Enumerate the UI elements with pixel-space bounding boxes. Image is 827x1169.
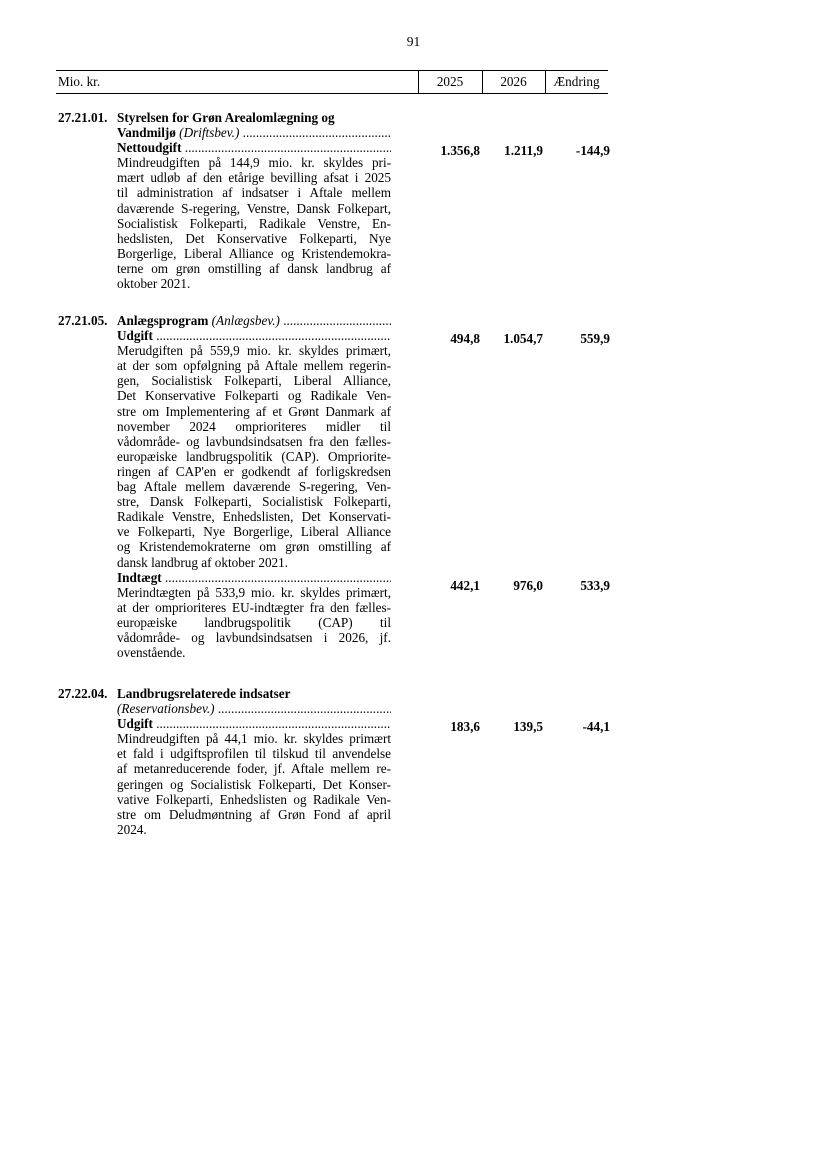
text-line: Det Konservative Folkeparti og Radikale Ven- — [117, 388, 391, 404]
appropriation-type: (Anlægsbev.) — [211, 313, 280, 328]
amount-change: -144,9 — [575, 143, 610, 158]
text-line: Merindtægten på 533,9 mio. kr. skyldes primært, — [117, 584, 391, 600]
item-label-text: Indtægt — [117, 569, 162, 585]
text-line: ovenstående. — [117, 645, 186, 661]
page-number: 91 — [406, 34, 421, 49]
table-header — [56, 70, 608, 94]
section-title — [117, 313, 391, 328]
text-line: 2024. — [117, 821, 147, 837]
text-line: daværende S-regering, Venstre, Dansk Folkepart, — [117, 200, 391, 216]
text-line: at der som opfølgning på Aftale mellem regerin- — [117, 358, 391, 374]
section-title: Styrelsen for Grøn Arealomlægning og — [117, 110, 335, 125]
amount-2025: 1.356,8 — [440, 143, 480, 158]
item-label — [117, 716, 391, 731]
text-line: Merudgiften på 559,9 mio. kr. skyldes primært, — [117, 343, 391, 359]
account-code: 27.21.01. — [58, 110, 108, 125]
item-label-text: Nettoudgift — [117, 140, 182, 156]
text-line: og Kristendemokraterne om grøn omstilling af — [117, 539, 391, 555]
column-2026-header: 2026 — [500, 74, 527, 89]
item-label — [117, 570, 391, 585]
explanation-text — [117, 731, 391, 837]
text-line: ve Folkeparti, Nye Borgerlige, Liberal Alliance — [117, 524, 391, 540]
amount-2026: 1.054,7 — [503, 331, 543, 346]
text-line: Socialistisk Folkeparti, Radikale Venstre, En- — [117, 215, 391, 231]
amount-2025: 442,1 — [450, 578, 480, 593]
text-line: Mindreudgiften på 144,9 mio. kr. skyldes pri- — [117, 155, 391, 171]
text-line: at der omprioriteres EU-indtægter fra den fælles- — [117, 599, 391, 615]
amount-change: 559,9 — [580, 331, 610, 346]
text-line: et fald i udgiftsprofilen til tilskud til anvendelse — [117, 746, 391, 762]
text-line: stre om Deludmøntning af Grøn Fond af april — [117, 806, 391, 822]
section-title-bold: Vandmiljø — [117, 125, 176, 141]
amount-change: -44,1 — [582, 719, 610, 734]
text-line: af metanreducerende foder, jf. Aftale mellem re- — [117, 761, 391, 777]
appropriation-type: (Reservationsbev.) — [117, 701, 215, 717]
amount-change: 533,9 — [580, 578, 610, 593]
text-line: stre, Dansk Folkeparti, Socialistisk Folkeparti, — [117, 494, 391, 510]
text-line: ringen af CAP'en er godkendt af forligskredsen — [117, 463, 391, 479]
text-line: dansk landbrug af oktober 2021. — [117, 554, 289, 570]
section-body — [117, 110, 391, 291]
section-title-cont — [117, 125, 391, 140]
text-line: Borgerlige, Liberal Alliance og Kristendemokra- — [117, 245, 391, 261]
text-line: hedslisten, Det Konservative Folkeparti, Nye — [117, 230, 391, 246]
item-label — [117, 140, 391, 155]
section-body — [117, 686, 391, 837]
item-label-text: Udgift — [117, 716, 153, 732]
amount-2026: 139,5 — [513, 719, 543, 734]
text-line: geringen og Socialistisk Folkeparti, Det Konser- — [117, 776, 391, 792]
text-line: oktober 2021. — [117, 276, 191, 292]
column-2025-header: 2025 — [436, 74, 464, 89]
explanation-text — [117, 155, 391, 291]
text-line: europæiske landbrugspolitik (CAP). Ompriorite- — [117, 448, 391, 464]
section-body — [117, 313, 391, 660]
section-title-bold: Anlægsprogram — [117, 313, 209, 328]
text-line: til administration af indsatser i Aftale mellem — [117, 185, 391, 201]
amount-2025: 494,8 — [450, 331, 480, 346]
item-label-text: Udgift — [117, 328, 153, 344]
text-line: vådområde- og lavbundsindsatsen fra den fælles- — [117, 433, 391, 449]
text-line: mært udløb af den etårige bevilling afsat i 2025 — [117, 170, 391, 186]
section-title: Landbrugsrelaterede indsatser — [117, 686, 291, 701]
text-line: europæiske landbrugspolitik (CAP) til — [117, 614, 391, 630]
explanation-text — [117, 343, 391, 569]
text-line: vative Folkeparti, Enhedslisten og Radikale Ven- — [117, 791, 391, 807]
account-code: 27.22.04. — [58, 686, 108, 701]
text-line: stre om Implementering af et Grønt Danmark af — [117, 403, 391, 419]
text-line: bag Aftale mellem daværende S-regering, Ven- — [117, 479, 391, 495]
amount-2026: 1.211,9 — [504, 143, 543, 158]
item-label — [117, 328, 391, 343]
text-line: vådområde- og lavbundsindsatsen i 2026, jf. — [117, 629, 391, 645]
account-code: 27.21.05. — [58, 313, 108, 328]
text-line: Mindreudgiften på 44,1 mio. kr. skyldes primært — [117, 731, 391, 747]
appropriation-type: (Driftsbev.) — [179, 125, 240, 141]
text-line: terne om grøn omstilling af dansk landbrug af — [117, 260, 391, 276]
text-line: november 2024 omprioriteres midler til — [117, 418, 391, 434]
unit-label: Mio. kr. — [58, 74, 101, 89]
text-line: Radikale Venstre, Enhedslisten, Det Konservati- — [117, 509, 391, 525]
text-line: gen, Socialistisk Folkeparti, Liberal Alliance, — [117, 373, 391, 389]
amount-2026: 976,0 — [513, 578, 543, 593]
explanation-text — [117, 585, 391, 660]
column-change-header: Ændring — [553, 74, 600, 89]
section-title-cont — [117, 701, 391, 716]
amount-2025: 183,6 — [450, 719, 480, 734]
